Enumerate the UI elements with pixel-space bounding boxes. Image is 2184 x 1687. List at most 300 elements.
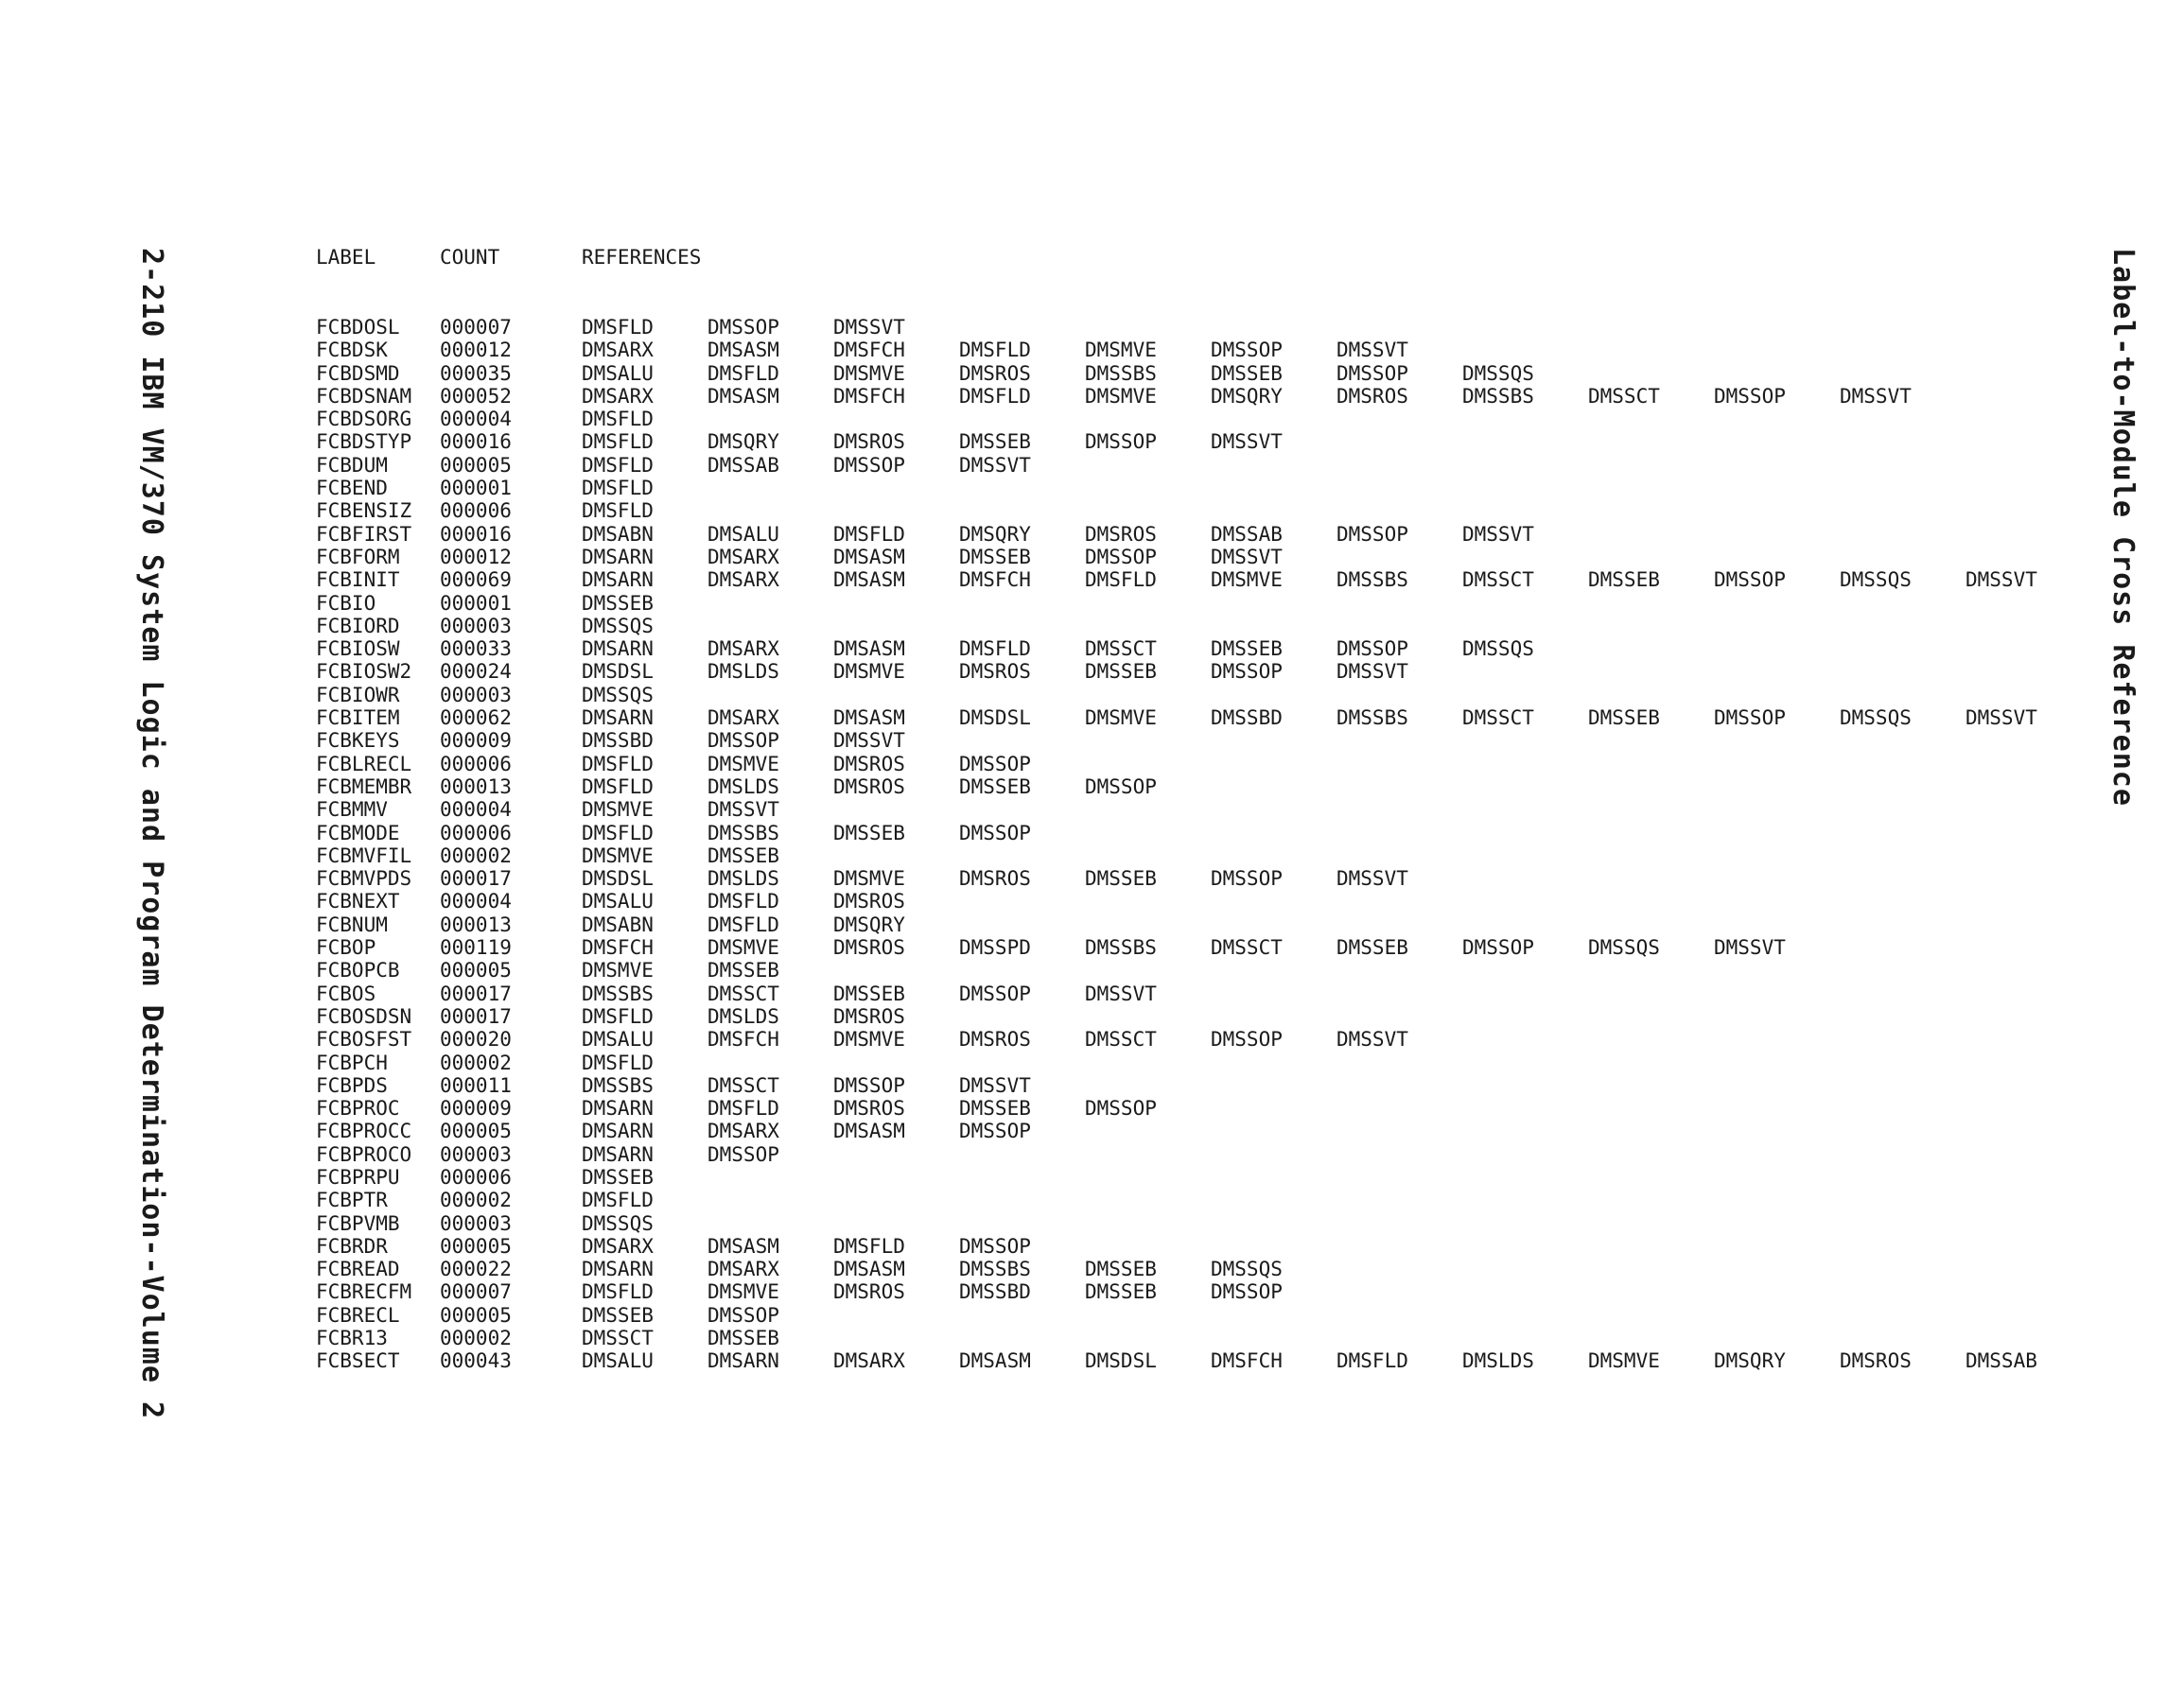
row-references (582, 615, 708, 637)
table-row (316, 936, 2091, 959)
module-reference: DMSDSL (582, 867, 654, 891)
row-label: FCBSECT (316, 1349, 400, 1373)
module-reference: DMSSPD (959, 936, 1031, 960)
row-label: FCBDUM (316, 453, 388, 477)
row-count: 000007 (440, 1280, 512, 1304)
module-reference: DMSSEB (1085, 867, 1157, 891)
table-row (316, 615, 2091, 637)
module-reference: DMSSCT (1085, 637, 1157, 661)
row-count: 000016 (440, 430, 512, 454)
module-reference: DMSSQS (582, 1211, 654, 1235)
row-references (582, 890, 959, 913)
module-reference: DMSDSL (959, 706, 1031, 730)
row-references (582, 867, 1462, 890)
row-count: 000007 (440, 316, 512, 339)
module-reference: DMSROS (833, 890, 905, 913)
row-label: FCBPROCO (316, 1142, 412, 1166)
table-row (316, 523, 2091, 546)
module-reference: DMSARX (833, 1349, 905, 1373)
module-reference: DMSFLD (708, 1097, 779, 1121)
row-label: FCBIOSW2 (316, 660, 412, 684)
module-reference: DMSALU (582, 890, 654, 913)
module-reference: DMSSVT (1211, 430, 1283, 454)
module-reference: DMSMVE (582, 798, 654, 822)
module-reference: DMSFLD (582, 821, 654, 844)
row-count: 000022 (440, 1258, 512, 1281)
module-reference: DMSARX (708, 637, 779, 661)
module-reference: DMSFCH (833, 339, 905, 362)
module-reference: DMSROS (833, 1280, 905, 1304)
row-references (582, 408, 708, 430)
module-reference: DMSASM (833, 568, 905, 592)
row-label: FCBMEMBR (316, 774, 412, 798)
table-row (316, 1280, 2091, 1303)
row-count: 000017 (440, 1004, 512, 1028)
row-references (582, 454, 1085, 477)
module-reference: DMSFLD (582, 774, 654, 798)
module-reference: DMSASM (833, 545, 905, 568)
row-references (582, 959, 833, 982)
module-reference: DMSASM (833, 1120, 905, 1143)
row-count: 000001 (440, 591, 512, 615)
row-label: FCBREAD (316, 1258, 400, 1281)
module-reference: DMSDSL (582, 660, 654, 684)
module-reference: DMSFCH (582, 936, 654, 960)
module-reference: DMSASM (708, 384, 779, 408)
row-count: 000005 (440, 1303, 512, 1327)
table-row (316, 546, 2091, 568)
module-reference: DMSSVT (1337, 339, 1408, 362)
module-reference: DMSSOP (708, 316, 779, 339)
row-count: 000005 (440, 1120, 512, 1143)
references-column-header: REFERENCES (582, 246, 702, 269)
module-reference: DMSFCH (833, 384, 905, 408)
module-reference: DMSARN (582, 1258, 654, 1281)
module-reference: DMSFLD (708, 913, 779, 936)
module-reference: DMSSEB (1085, 660, 1157, 684)
module-reference: DMSSVT (1085, 982, 1157, 1005)
row-label: FCBIO (316, 591, 376, 615)
row-references (582, 729, 959, 752)
module-reference: DMSROS (959, 660, 1031, 684)
module-reference: DMSFLD (833, 1234, 905, 1258)
module-reference: DMSFLD (582, 499, 654, 523)
row-label: FCBPTR (316, 1189, 388, 1212)
row-references (582, 316, 959, 339)
row-count: 000043 (440, 1349, 512, 1373)
module-reference: DMSFLD (582, 1051, 654, 1074)
module-reference: DMSFLD (582, 430, 654, 454)
module-reference: DMSARX (708, 1120, 779, 1143)
module-reference: DMSFLD (959, 384, 1031, 408)
module-reference: DMSASM (959, 1349, 1031, 1373)
module-reference: DMSMVE (582, 844, 654, 867)
table-row (316, 1005, 2091, 1028)
count-column-header: COUNT (440, 246, 500, 269)
module-reference: DMSABN (582, 913, 654, 936)
module-reference: DMSROS (1337, 384, 1408, 408)
module-reference: DMSSOP (1085, 430, 1157, 454)
row-references (582, 592, 708, 615)
row-label: FCBRDR (316, 1234, 388, 1258)
row-references (582, 1349, 2091, 1372)
module-reference: DMSSBS (708, 821, 779, 844)
module-reference: DMSALU (582, 361, 654, 385)
module-reference: DMSSCT (708, 982, 779, 1005)
row-label: FCBDSORG (316, 408, 412, 431)
row-count: 000006 (440, 752, 512, 775)
row-label: FCBPROC (316, 1097, 400, 1121)
row-label: FCBIOWR (316, 683, 400, 706)
row-label: FCBINIT (316, 568, 400, 592)
module-reference: DMSSOP (1714, 706, 1786, 730)
module-reference: DMSSVT (1337, 1028, 1408, 1052)
module-reference: DMSSQS (1462, 637, 1534, 661)
module-reference: DMSARN (582, 637, 654, 661)
row-references (582, 660, 1462, 683)
row-label: FCBRECL (316, 1303, 400, 1327)
row-references (582, 1212, 708, 1235)
module-reference: DMSSVT (1211, 545, 1283, 568)
row-references (582, 936, 1840, 959)
module-reference: DMSSOP (1337, 522, 1408, 546)
module-reference: DMSROS (959, 867, 1031, 891)
module-reference: DMSMVE (833, 1028, 905, 1052)
row-count: 000033 (440, 637, 512, 661)
module-reference: DMSSVT (708, 798, 779, 822)
module-reference: DMSARX (708, 706, 779, 730)
row-references (582, 1258, 1337, 1280)
row-count: 000002 (440, 1327, 512, 1350)
row-label: FCBOSDSN (316, 1004, 412, 1028)
table-row (316, 1212, 2091, 1235)
module-reference: DMSSOP (1714, 384, 1786, 408)
row-label: FCBEND (316, 477, 388, 500)
module-reference: DMSSOP (1211, 660, 1283, 684)
page-footer-title: 2-210 IBM VM/370 System Logic and Program Determination--Volume 2 (135, 248, 168, 1419)
module-reference: DMSSOP (708, 729, 779, 753)
module-reference: DMSSCT (1211, 936, 1283, 960)
module-reference: DMSFCH (1211, 1349, 1283, 1373)
module-reference: DMSSEB (708, 844, 779, 867)
row-label: FCBPCH (316, 1051, 388, 1074)
module-reference: DMSARN (582, 568, 654, 592)
row-count: 000004 (440, 798, 512, 822)
row-label: FCBPROCC (316, 1120, 412, 1143)
table-row (316, 408, 2091, 430)
table-row (316, 477, 2091, 499)
table-row (316, 1143, 2091, 1166)
table-row (316, 385, 2091, 408)
module-reference: DMSSCT (1462, 568, 1534, 592)
table-row (316, 959, 2091, 982)
module-reference: DMSMVE (833, 660, 905, 684)
module-reference: DMSARX (582, 339, 654, 362)
row-count: 000003 (440, 683, 512, 706)
module-reference: DMSSOP (708, 1303, 779, 1327)
module-reference: DMSSOP (1337, 637, 1408, 661)
row-references (582, 385, 1966, 408)
row-references (582, 568, 2091, 591)
module-reference: DMSSVT (833, 729, 905, 753)
module-reference: DMSFLD (582, 1189, 654, 1212)
row-count: 000002 (440, 1189, 512, 1212)
table-row (316, 592, 2091, 615)
module-reference: DMSSQS (1462, 361, 1534, 385)
row-count: 000004 (440, 890, 512, 913)
module-reference: DMSFLD (1085, 568, 1157, 592)
row-references (582, 637, 1588, 660)
table-row (316, 454, 2091, 477)
row-references (582, 1005, 959, 1028)
row-references (582, 546, 1337, 568)
row-label: FCBMMV (316, 798, 388, 822)
row-references (582, 1235, 1085, 1258)
module-reference: DMSSVT (1337, 867, 1408, 891)
table-row (316, 706, 2091, 729)
table-row (316, 660, 2091, 683)
module-reference: DMSSOP (1337, 361, 1408, 385)
module-reference: DMSSOP (959, 752, 1031, 775)
module-reference: DMSSEB (1588, 706, 1660, 730)
row-references (582, 1120, 1085, 1142)
row-label: FCBIOSW (316, 637, 400, 661)
module-reference: DMSLDS (1462, 1349, 1534, 1373)
row-references (582, 844, 833, 867)
module-reference: DMSROS (1840, 1349, 1912, 1373)
row-references (582, 430, 1337, 453)
module-reference: DMSARN (708, 1349, 779, 1373)
module-reference: DMSSQS (582, 683, 654, 706)
module-reference: DMSMVE (582, 959, 654, 983)
module-reference: DMSSOP (833, 1073, 905, 1097)
module-reference: DMSQRY (959, 522, 1031, 546)
module-reference: DMSSEB (959, 430, 1031, 454)
module-reference: DMSSEB (708, 1327, 779, 1350)
module-reference: DMSFLD (1337, 1349, 1408, 1373)
module-reference: DMSASM (833, 706, 905, 730)
table-row (316, 1166, 2091, 1189)
module-reference: DMSSBD (959, 1280, 1031, 1304)
row-count: 000009 (440, 729, 512, 753)
module-reference: DMSSOP (959, 1120, 1031, 1143)
module-reference: DMSSBS (582, 982, 654, 1005)
module-reference: DMSFCH (708, 1028, 779, 1052)
module-reference: DMSSBS (1337, 706, 1408, 730)
table-row (316, 1097, 2091, 1120)
row-count: 000119 (440, 936, 512, 960)
module-reference: DMSSCT (582, 1327, 654, 1350)
module-reference: DMSASM (833, 1258, 905, 1281)
cross-reference-table (316, 246, 2091, 1373)
module-reference: DMSFLD (582, 408, 654, 431)
module-reference: DMSSVT (1966, 568, 2037, 592)
row-references (582, 913, 959, 936)
module-reference: DMSROS (833, 1004, 905, 1028)
row-count: 000005 (440, 1234, 512, 1258)
row-count: 000003 (440, 1142, 512, 1166)
module-reference: DMSALU (708, 522, 779, 546)
table-row (316, 499, 2091, 522)
row-label: FCBR13 (316, 1327, 388, 1350)
row-label: FCBDSMD (316, 361, 400, 385)
row-count: 000052 (440, 384, 512, 408)
module-reference: DMSSCT (708, 1073, 779, 1097)
module-reference: DMSSEB (582, 1303, 654, 1327)
row-label: FCBDOSL (316, 316, 400, 339)
module-reference: DMSQRY (1211, 384, 1283, 408)
table-row (316, 1074, 2091, 1097)
module-reference: DMSFLD (582, 477, 654, 500)
row-count: 000003 (440, 614, 512, 637)
table-row (316, 1120, 2091, 1142)
module-reference: DMSFLD (833, 522, 905, 546)
module-reference: DMSFLD (708, 890, 779, 913)
module-reference: DMSSQS (1840, 706, 1912, 730)
module-reference: DMSSVT (959, 1073, 1031, 1097)
module-reference: DMSSEB (1211, 637, 1283, 661)
module-reference: DMSSOP (1085, 774, 1157, 798)
module-reference: DMSFLD (582, 316, 654, 339)
table-row (316, 1028, 2091, 1051)
module-reference: DMSMVE (708, 752, 779, 775)
module-reference: DMSSAB (1211, 522, 1283, 546)
module-reference: DMSASM (708, 1234, 779, 1258)
module-reference: DMSSOP (708, 1142, 779, 1166)
module-reference: DMSSCT (1462, 706, 1534, 730)
row-label: FCBITEM (316, 706, 400, 730)
module-reference: DMSARN (582, 1142, 654, 1166)
module-reference: DMSSEB (582, 591, 654, 615)
module-reference: DMSSEB (1085, 1258, 1157, 1281)
row-count: 000004 (440, 408, 512, 431)
module-reference: DMSROS (833, 936, 905, 960)
row-count: 000006 (440, 499, 512, 523)
module-reference: DMSROS (833, 752, 905, 775)
table-row (316, 430, 2091, 453)
row-label: FCBMODE (316, 821, 400, 844)
row-references (582, 1166, 708, 1189)
module-reference: DMSARN (582, 545, 654, 568)
table-header (316, 246, 2091, 269)
row-count: 000011 (440, 1073, 512, 1097)
row-count: 000020 (440, 1028, 512, 1052)
table-row (316, 729, 2091, 752)
row-label: FCBMVPDS (316, 867, 412, 891)
module-reference: DMSSBS (1337, 568, 1408, 592)
row-references (582, 1052, 708, 1074)
table-row (316, 316, 2091, 339)
row-count: 000012 (440, 545, 512, 568)
module-reference: DMSSEB (1211, 361, 1283, 385)
module-reference: DMSSVT (1840, 384, 1912, 408)
module-reference: DMSFLD (708, 361, 779, 385)
module-reference: DMSSOP (959, 1234, 1031, 1258)
module-reference: DMSSEB (708, 959, 779, 983)
row-count: 000062 (440, 706, 512, 730)
module-reference: DMSROS (959, 1028, 1031, 1052)
module-reference: DMSSQS (582, 614, 654, 637)
module-reference: DMSSOP (1085, 1097, 1157, 1121)
module-reference: DMSSVT (1337, 660, 1408, 684)
row-references (582, 822, 1085, 844)
table-row (316, 1189, 2091, 1211)
table-row (316, 775, 2091, 798)
row-count: 000009 (440, 1097, 512, 1121)
table-row (316, 822, 2091, 844)
module-reference: DMSMVE (708, 1280, 779, 1304)
module-reference: DMSSVT (1462, 522, 1534, 546)
module-reference: DMSSBD (1211, 706, 1283, 730)
row-label: FCBLRECL (316, 752, 412, 775)
module-reference: DMSSQS (1588, 936, 1660, 960)
module-reference: DMSSEB (1337, 936, 1408, 960)
module-reference: DMSROS (959, 361, 1031, 385)
module-reference: DMSLDS (708, 1004, 779, 1028)
row-count: 000069 (440, 568, 512, 592)
module-reference: DMSSEB (959, 774, 1031, 798)
row-label: FCBPVMB (316, 1211, 400, 1235)
module-reference: DMSMVE (708, 936, 779, 960)
row-references (582, 1189, 708, 1211)
row-references (582, 1097, 1211, 1120)
module-reference: DMSASM (833, 637, 905, 661)
row-label: FCBDSK (316, 339, 388, 362)
row-references (582, 706, 2091, 729)
row-count: 000024 (440, 660, 512, 684)
module-reference: DMSALU (582, 1028, 654, 1052)
module-reference: DMSSOP (1211, 867, 1283, 891)
row-references (582, 499, 708, 522)
module-reference: DMSARN (582, 1120, 654, 1143)
row-label: FCBNEXT (316, 890, 400, 913)
row-label: FCBPDS (316, 1073, 388, 1097)
module-reference: DMSSOP (1211, 1028, 1283, 1052)
module-reference: DMSFLD (959, 637, 1031, 661)
module-reference: DMSFLD (582, 453, 654, 477)
section-title: Label-to-Module Cross Reference (2106, 248, 2140, 807)
row-label: FCBIORD (316, 614, 400, 637)
module-reference: DMSSQS (1840, 568, 1912, 592)
module-reference: DMSSEB (959, 545, 1031, 568)
table-row (316, 684, 2091, 706)
row-label: FCBFORM (316, 545, 400, 568)
row-count: 000006 (440, 821, 512, 844)
row-references (582, 1280, 1337, 1303)
row-references (582, 1028, 1462, 1051)
label-column-header: LABEL (316, 246, 376, 269)
module-reference: DMSSOP (1462, 936, 1534, 960)
module-reference: DMSARN (582, 1097, 654, 1121)
row-references (582, 339, 1462, 361)
table-row (316, 867, 2091, 890)
row-label: FCBNUM (316, 913, 388, 936)
module-reference: DMSSEB (959, 1097, 1031, 1121)
module-reference: DMSFLD (582, 1004, 654, 1028)
module-reference: DMSARX (708, 1258, 779, 1281)
module-reference: DMSSBS (1085, 361, 1157, 385)
module-reference: DMSSCT (1085, 1028, 1157, 1052)
table-row (316, 568, 2091, 591)
module-reference: DMSMVE (833, 867, 905, 891)
module-reference: DMSSOP (1714, 568, 1786, 592)
row-count: 000001 (440, 477, 512, 500)
module-reference: DMSSVT (1966, 706, 2037, 730)
module-reference: DMSSAB (1966, 1349, 2037, 1373)
row-count: 000013 (440, 913, 512, 936)
module-reference: DMSMVE (833, 361, 905, 385)
module-reference: DMSSCT (1588, 384, 1660, 408)
